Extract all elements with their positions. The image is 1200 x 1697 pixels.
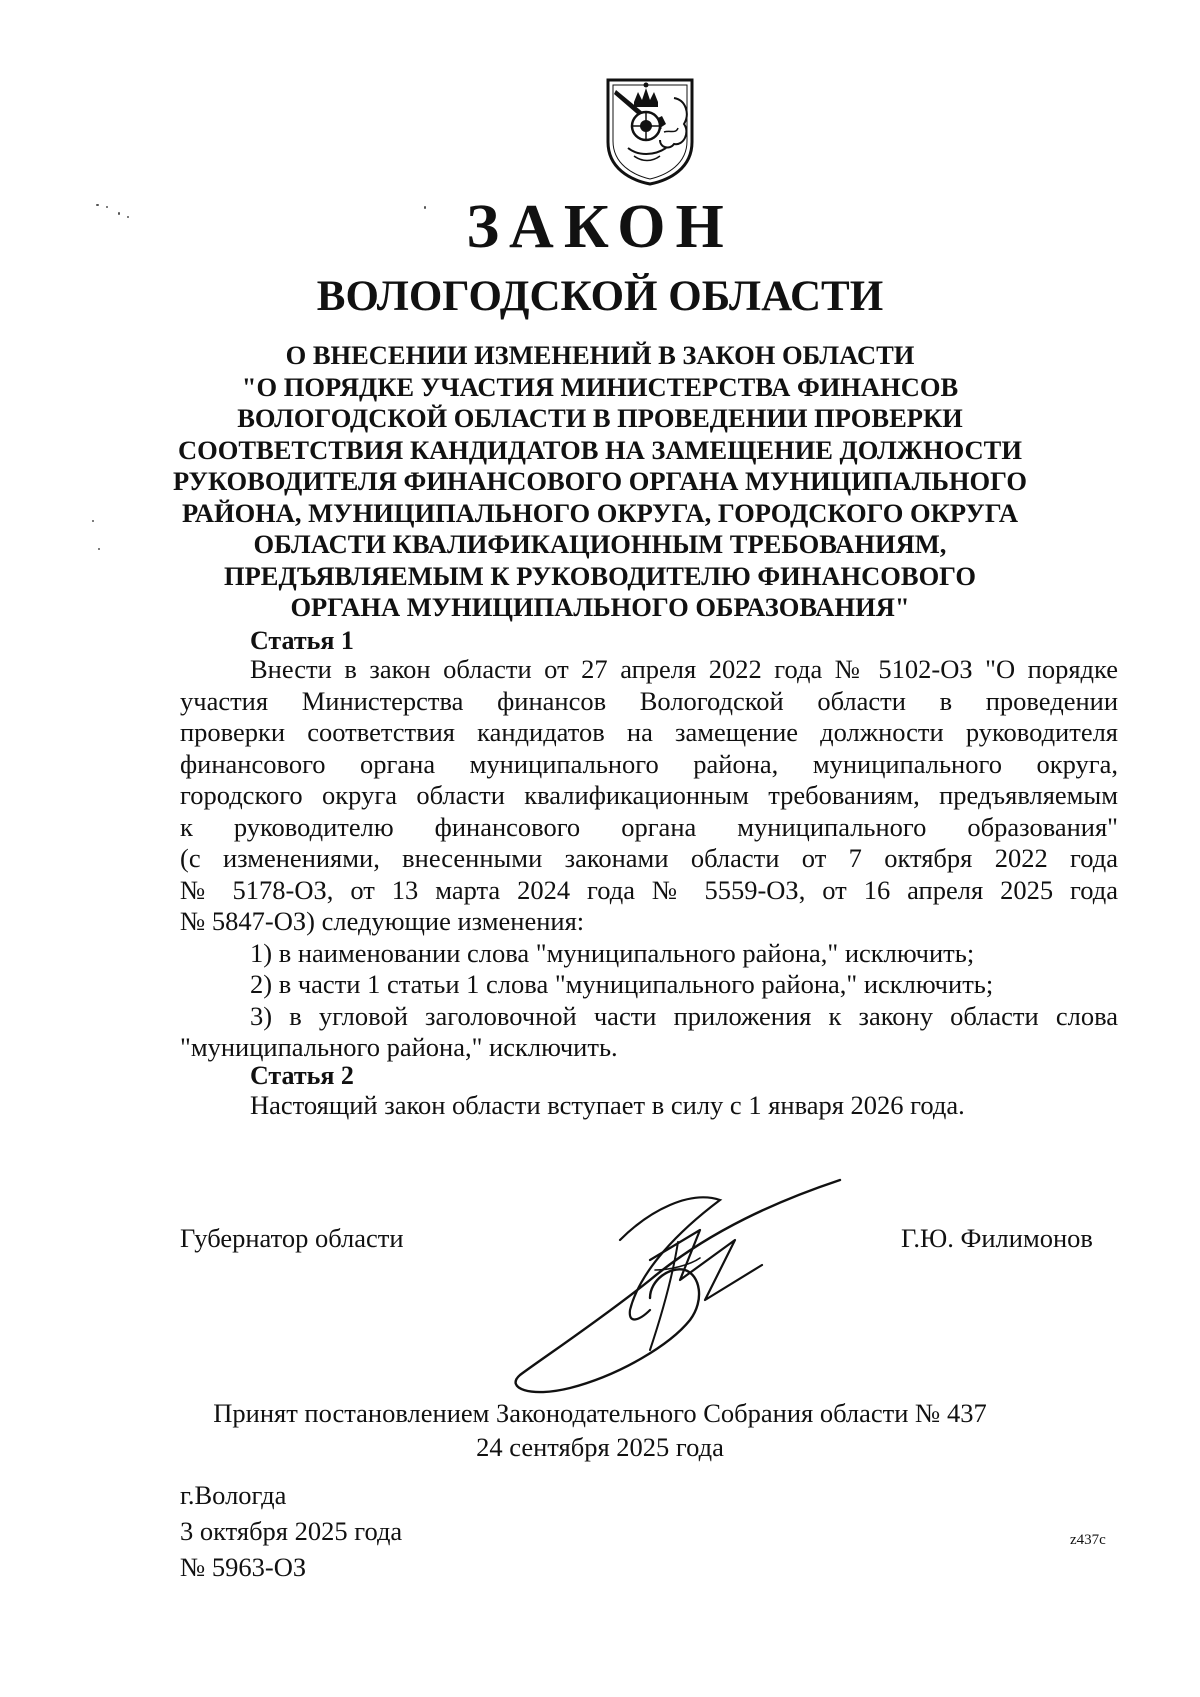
heading-line: "О ПОРЯДКЕ УЧАСТИЯ МИНИСТЕРСТВА ФИНАНСОВ xyxy=(241,371,959,402)
scan-speck xyxy=(98,548,100,550)
amendment-item: 3) в угловой заголовочной части приложения к закону области слова xyxy=(250,1000,1118,1031)
footer-city: г.Вологда xyxy=(180,1480,287,1510)
article-2-text: Настоящий закон области вступает в силу с 1 января 2026 года. xyxy=(250,1090,965,1120)
body-line: участия Министерства финансов Вологодской области в проведении xyxy=(180,685,1118,716)
adoption-note xyxy=(0,1396,1200,1464)
heading-line: СООТВЕТСТВИЯ КАНДИДАТОВ НА ЗАМЕЩЕНИЕ ДОЛЖНОСТИ xyxy=(178,434,1022,465)
footer-date: 3 октября 2025 года xyxy=(180,1516,403,1546)
heading-line: РУКОВОДИТЕЛЯ ФИНАНСОВОГО ОРГАНА МУНИЦИПАЛЬНОГО xyxy=(173,466,1027,496)
heading-line: РАЙОНА, МУНИЦИПАЛЬНОГО ОКРУГА, ГОРОДСКОГО ОКРУГА xyxy=(182,497,1018,528)
law-footer xyxy=(180,1477,402,1585)
body-line: городского округа области квалификационным требованиям, предъявляемым xyxy=(180,780,1118,810)
body-line: № 5178-ОЗ, от 13 марта 2024 года № 5559-ОЗ, от 16 апреля 2025 года xyxy=(180,874,1118,905)
heading-line: ОРГАНА МУНИЦИПАЛЬНОГО ОБРАЗОВАНИЯ" xyxy=(290,592,910,622)
signatory-position: Губернатор области xyxy=(180,1223,404,1253)
document-code: z437c xyxy=(1070,1532,1106,1548)
amendment-item: 2) в части 1 статьи 1 слова "муниципального района," исключить; xyxy=(250,969,994,999)
region-title: ВОЛОГОДСКОЙ ОБЛАСТИ xyxy=(316,273,884,320)
heading-line: ОБЛАСТИ КВАЛИФИКАЦИОННЫМ ТРЕБОВАНИЯМ, xyxy=(253,529,947,559)
law-heading xyxy=(140,340,1060,624)
body-line: Внести в закон области от 27 апреля 2022 года № 5102-ОЗ "О порядке xyxy=(250,654,1118,684)
amendment-item: 1) в наименовании слова "муниципального района," исключить; xyxy=(250,937,975,968)
body-line: № 5847-ОЗ) следующие изменения: xyxy=(180,906,585,936)
body-line: финансового органа муниципального района, муниципального округа, xyxy=(180,748,1118,779)
body-line: (с изменениями, внесенными законами области от 7 октября 2022 года xyxy=(180,843,1118,873)
footer-number: № 5963-ОЗ xyxy=(180,1552,307,1582)
heading-line: ПРЕДЪЯВЛЯЕМЫМ К РУКОВОДИТЕЛЮ ФИНАНСОВОГО xyxy=(223,560,976,591)
body-line: к руководителю финансового органа муниципального образования" xyxy=(180,811,1118,842)
body-line: "муниципального района," исключить. xyxy=(180,1032,618,1062)
heading-line: О ВНЕСЕНИИ ИЗМЕНЕНИЙ В ЗАКОН ОБЛАСТИ xyxy=(285,340,915,370)
signatory-name: Г.Ю. Филимонов xyxy=(901,1223,1093,1253)
law-title: ЗАКОН xyxy=(466,193,734,261)
adoption-line: Принят постановлением Законодательного Собрания области № 437 xyxy=(213,1398,987,1428)
governor-signature xyxy=(500,1170,860,1400)
coat-of-arms-emblem xyxy=(604,76,696,186)
heading-line: ВОЛОГОДСКОЙ ОБЛАСТИ В ПРОВЕДЕНИИ ПРОВЕРКИ xyxy=(237,403,963,433)
adoption-date: 24 сентября 2025 года xyxy=(476,1432,724,1462)
scan-speck xyxy=(92,520,94,522)
article-1-body xyxy=(180,654,1118,1064)
body-line: проверки соответствия кандидатов на замещение должности руководителя xyxy=(180,717,1118,747)
article-1-title: Статья 1 xyxy=(250,626,354,655)
article-2-title: Статья 2 xyxy=(250,1061,354,1090)
